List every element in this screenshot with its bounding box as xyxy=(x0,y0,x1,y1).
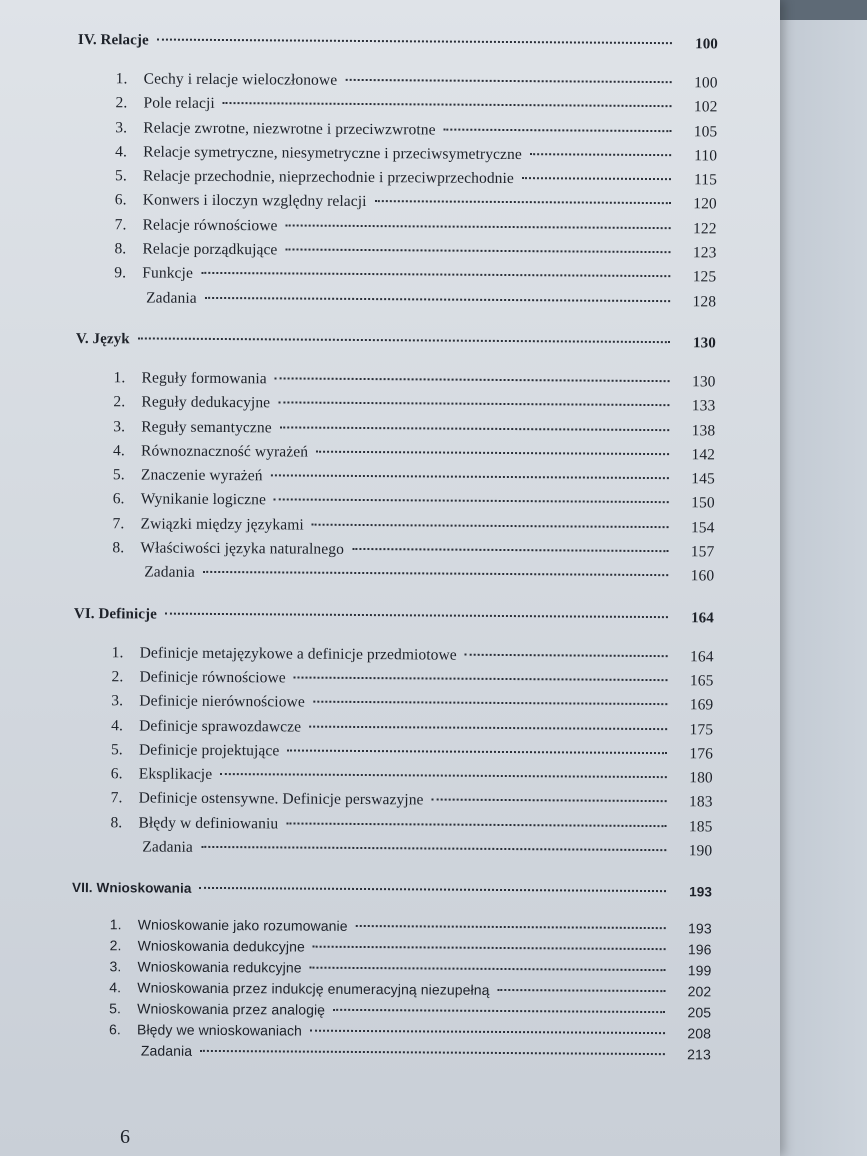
entry-title: Relacje symetryczne, niesymetryczne i przeciwsymetryczne xyxy=(143,143,522,163)
entry-number: 8. xyxy=(114,240,127,258)
page-ref: 183 xyxy=(689,793,713,811)
entry-title: Wnioskowania dedukcyjne xyxy=(137,937,305,955)
page-ref: 169 xyxy=(689,696,714,714)
table-of-contents xyxy=(71,32,718,1086)
entry-title: Definicje projektujące xyxy=(138,741,280,760)
dot-leader xyxy=(310,1030,665,1034)
page-ref: 100 xyxy=(694,74,718,92)
dot-leader xyxy=(138,337,670,343)
dot-leader xyxy=(286,224,671,229)
entry-title: Reguły dedukacyjne xyxy=(141,393,271,412)
dot-leader xyxy=(498,989,666,992)
entry-number: 2. xyxy=(109,937,122,954)
page-ref: 202 xyxy=(687,983,712,1000)
page-ref: 125 xyxy=(692,268,717,286)
page-ref: 100 xyxy=(695,36,718,53)
dot-leader xyxy=(200,1050,665,1055)
entry-number: 2. xyxy=(115,94,128,112)
entry-title: Pole relacji xyxy=(143,94,215,113)
toc-entry-exercises xyxy=(76,289,716,318)
entry-title: Równoznaczność wyrażeń xyxy=(141,442,309,461)
dot-leader xyxy=(444,128,672,132)
page-ref: 190 xyxy=(688,842,713,860)
page-ref: 196 xyxy=(687,941,712,958)
entry-title: Błędy w definiowaniu xyxy=(138,814,279,833)
toc-entry-exercises xyxy=(74,563,714,592)
page-ref: 176 xyxy=(689,745,714,763)
dot-leader xyxy=(286,822,666,827)
entry-title: Wnioskowania przez indukcję enumeracyjną niezupełną xyxy=(137,979,490,999)
dot-leader xyxy=(313,701,667,705)
page-ref: 145 xyxy=(691,470,715,488)
dot-leader xyxy=(201,272,670,277)
entry-number: 6. xyxy=(110,765,123,783)
dot-leader xyxy=(352,548,668,552)
toc-chapter-vii xyxy=(71,880,712,1067)
page-ref: 130 xyxy=(692,335,716,352)
dot-leader xyxy=(280,426,670,431)
page-ref: 180 xyxy=(689,769,713,787)
page-ref: 133 xyxy=(691,397,716,415)
entry-number: 3. xyxy=(113,417,126,435)
entry-number: 2. xyxy=(111,668,124,686)
entry-number: 1. xyxy=(111,643,124,661)
dot-leader xyxy=(310,967,666,971)
entry-title: Relacje zwrotne, niezwrotne i przeciwzwrotne xyxy=(143,119,436,139)
page-ref: 128 xyxy=(692,292,717,311)
page-ref: 193 xyxy=(689,884,713,900)
dot-leader xyxy=(375,201,671,205)
dot-leader xyxy=(294,676,668,681)
toc-chapter-heading xyxy=(76,331,716,365)
dot-leader xyxy=(345,79,671,83)
dot-leader xyxy=(157,39,672,45)
entry-title: Związki między językami xyxy=(140,515,304,534)
entry-title: Zadania xyxy=(146,289,197,307)
dot-leader xyxy=(274,499,669,504)
page-ref: 138 xyxy=(691,421,716,440)
page-ref: 154 xyxy=(690,519,715,537)
page-ref: 150 xyxy=(691,494,715,512)
entry-title: Wnioskowania redukcyjne xyxy=(137,958,302,976)
toc-chapter-heading xyxy=(74,606,714,640)
entry-title: Eksplikacje xyxy=(138,765,213,784)
entry-number: 6. xyxy=(112,490,125,508)
dot-leader xyxy=(309,725,667,729)
entry-number: 3. xyxy=(109,958,122,975)
page-ref: 157 xyxy=(690,543,715,561)
page-ref: 205 xyxy=(687,1004,712,1021)
dot-leader xyxy=(530,153,671,156)
entry-title: Konwers i iloczyn względny relacji xyxy=(142,191,367,211)
page-ref: 120 xyxy=(693,195,717,213)
dot-leader xyxy=(278,402,669,407)
entry-number: 9. xyxy=(114,264,127,282)
dot-leader xyxy=(271,475,669,480)
dot-leader xyxy=(356,925,666,929)
page-ref: 193 xyxy=(688,920,712,937)
page-number: 6 xyxy=(120,1126,130,1148)
page-ref: 142 xyxy=(691,446,716,464)
toc-chapter-vi xyxy=(72,606,714,867)
entry-number: 8. xyxy=(112,539,125,557)
entry-title: Relacje porządkujące xyxy=(142,240,278,259)
entry-number: 6. xyxy=(108,1021,121,1038)
page-ref: 185 xyxy=(688,818,713,836)
dot-leader xyxy=(432,799,667,803)
entry-title: Definicje równościowe xyxy=(139,668,286,687)
page-ref: 213 xyxy=(687,1046,711,1063)
chapter-title: IV. Relacje xyxy=(77,32,149,49)
entry-number: 8. xyxy=(110,813,123,832)
dot-leader xyxy=(203,571,668,576)
dot-leader xyxy=(205,297,670,302)
entry-number: 6. xyxy=(114,191,127,209)
entry-title: Wynikanie logiczne xyxy=(140,490,267,509)
entry-title: Wnioskowania przez analogię xyxy=(137,1000,326,1019)
entry-title: Zadania xyxy=(140,1042,193,1060)
entry-number: 1. xyxy=(109,916,122,933)
entry-title: Reguły semantyczne xyxy=(141,418,272,436)
dot-leader xyxy=(333,1009,665,1013)
entry-title: Błędy we wnioskowaniach xyxy=(136,1021,303,1039)
entry-title: Zadania xyxy=(142,838,193,856)
entry-number: 4. xyxy=(111,716,124,734)
dot-leader xyxy=(200,887,667,892)
dot-leader xyxy=(465,653,668,656)
page-ref: 208 xyxy=(687,1025,712,1042)
dot-leader xyxy=(275,377,670,382)
entry-title: Definicje ostensywne. Definicje perswazyjne xyxy=(138,789,424,809)
entry-title: Relacje równościowe xyxy=(142,216,278,235)
page-ref: 164 xyxy=(690,647,714,666)
dot-leader xyxy=(165,612,668,618)
chapter-title: V. Język xyxy=(75,330,130,348)
entry-number: 4. xyxy=(113,442,125,460)
entry-title: Reguły formowania xyxy=(141,369,267,388)
entry-title: Definicje metajęzykowe a definicje przedmiotowe xyxy=(139,644,457,664)
toc-entry-exercises xyxy=(71,1042,711,1067)
toc-entry-exercises xyxy=(72,838,712,867)
page-ref: 160 xyxy=(690,567,715,585)
entry-number: 1. xyxy=(113,369,126,387)
page-ref: 105 xyxy=(693,122,718,141)
entry-title: Wnioskowanie jako rozumowanie xyxy=(137,916,348,935)
entry-title: Zadania xyxy=(144,563,195,582)
page-ref: 110 xyxy=(694,147,718,165)
entry-title: Definicje sprawozdawcze xyxy=(139,716,302,736)
chapter-title: VI. Definicje xyxy=(73,605,157,623)
dot-leader xyxy=(316,451,669,455)
page-ref: 164 xyxy=(691,609,714,627)
entry-number: 3. xyxy=(111,692,124,710)
page-ref: 122 xyxy=(693,220,717,238)
page-ref: 165 xyxy=(689,672,714,690)
chapter-title: VII. Wnioskowania xyxy=(71,880,192,897)
entry-number: 4. xyxy=(115,143,128,161)
page-ref: 199 xyxy=(687,962,712,979)
dot-leader xyxy=(220,773,667,778)
toc-chapter-heading xyxy=(78,32,718,66)
toc-chapter-v xyxy=(74,331,716,592)
entry-number: 1. xyxy=(115,70,128,88)
entry-number: 5. xyxy=(112,466,125,484)
dot-leader xyxy=(313,946,666,950)
dot-leader xyxy=(312,523,669,527)
entry-number: 5. xyxy=(109,1000,122,1017)
page-ref: 115 xyxy=(693,171,718,189)
entry-number: 7. xyxy=(112,515,125,533)
entry-title: Znaczenie wyrażeń xyxy=(140,466,263,485)
toc-chapter-iv xyxy=(76,32,718,317)
dot-leader xyxy=(522,177,671,180)
entry-title: Relacje przechodnie, nieprzechodnie i przeciwprzechodnie xyxy=(142,167,514,188)
dot-leader xyxy=(287,749,667,754)
toc-chapter-heading xyxy=(72,880,712,912)
entry-number: 5. xyxy=(114,167,127,185)
page-ref: 123 xyxy=(692,244,717,262)
entry-number: 3. xyxy=(115,118,128,136)
page-ref: 102 xyxy=(693,98,718,116)
dot-leader xyxy=(285,249,670,254)
entry-title: Właściwości języka naturalnego xyxy=(140,539,345,558)
entry-number: 2. xyxy=(113,393,126,411)
entry-number: 5. xyxy=(110,741,123,759)
dot-leader xyxy=(201,846,666,851)
entry-title: Definicje nierównościowe xyxy=(139,692,305,711)
page-ref: 175 xyxy=(689,720,714,738)
entry-number: 4. xyxy=(109,979,122,996)
page-ref: 130 xyxy=(691,373,716,391)
entry-title: Funkcje xyxy=(142,264,194,283)
entry-number: 7. xyxy=(114,216,127,234)
entry-title: Cechy i relacje wieloczłonowe xyxy=(143,70,338,89)
dot-leader xyxy=(223,102,672,107)
entry-number: 7. xyxy=(110,789,123,807)
